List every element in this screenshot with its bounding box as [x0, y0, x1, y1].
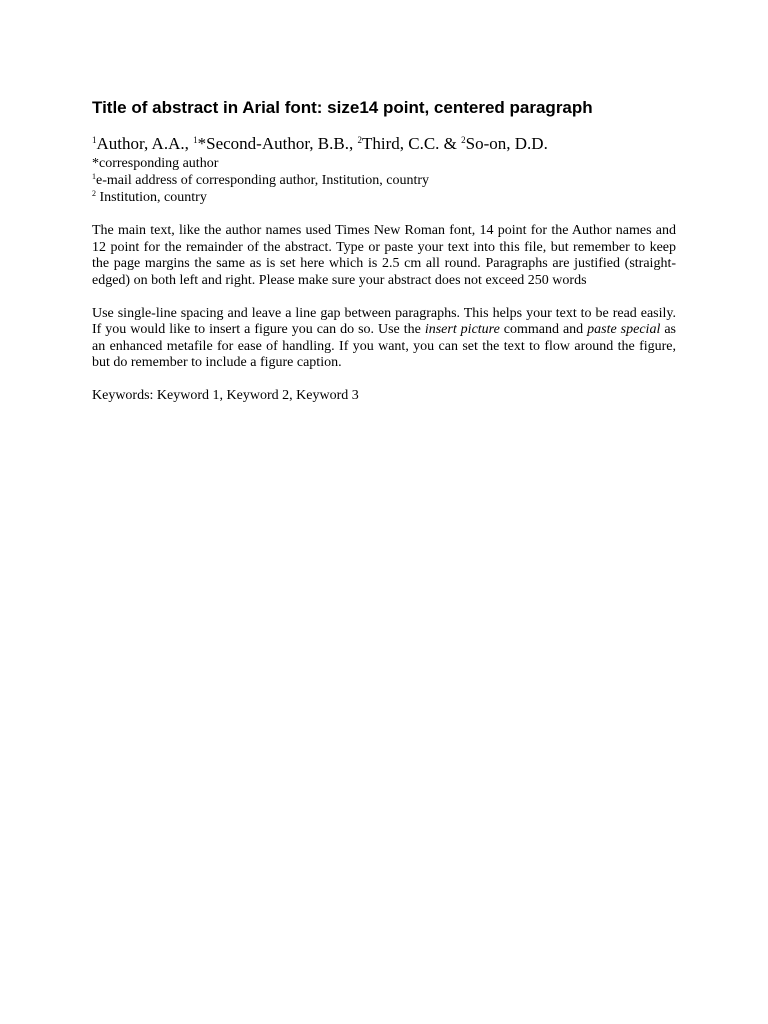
paragraph-text: as an enhanced metafile for ease of handling. If you want, you can set the text to flow around the figure, but do remember to include a figure caption. [92, 322, 676, 370]
abstract-body [92, 97, 676, 405]
corresponding-author-note: *corresponding author [92, 156, 219, 171]
italic-phrase: paste special [587, 322, 661, 337]
keywords-line: Keywords: Keyword 1, Keyword 2, Keyword 3 [92, 388, 359, 403]
author-name: *Second-Author, B.B., [197, 134, 358, 153]
paragraph-gap [92, 372, 676, 389]
author-name: Author, A.A., [96, 134, 194, 153]
affiliation-mark: 1 [92, 172, 96, 181]
paragraph-text: Use single-line spacing and leave a line gap between paragraphs. This helps your text to be read easily. If you would like to insert a figure you can do so. Use the [92, 305, 676, 337]
author-name: So-on, D.D. [465, 134, 548, 153]
paragraph-gap [92, 206, 676, 223]
author-name: Third, C.C. & [361, 134, 462, 153]
affiliation-text: e-mail address of corresponding author, Institution, country [96, 173, 430, 188]
affiliation-mark: 2 [92, 189, 96, 198]
author-list [92, 133, 676, 155]
affiliation-line [92, 172, 676, 189]
affiliation-mark: 2 [461, 135, 466, 145]
affiliation-mark: 1 [92, 135, 97, 145]
abstract-title: Title of abstract in Arial font: size14 point, centered paragraph [92, 98, 593, 117]
paragraph-text: command and [499, 322, 588, 337]
affiliation-mark: 1 [193, 135, 198, 145]
italic-phrase: insert picture [424, 322, 500, 337]
affiliation-text: Institution, country [96, 190, 207, 205]
paragraph-gap [92, 289, 676, 306]
body-paragraph-2 [92, 306, 676, 372]
body-paragraph-1: The main text, like the author names used Times New Roman font, 14 point for the Author names and 12 point for the remainder of the abstract. Type or paste your text into this file, but remember to keep the page margins the same as is set here which is 2.5 cm all round. Paragraphs are justified (straight-edged) on both left and right. Please make sure your abstract does not exceed 250 words [92, 223, 676, 288]
affiliation-line [92, 189, 676, 206]
affiliation-mark: 2 [357, 135, 362, 145]
